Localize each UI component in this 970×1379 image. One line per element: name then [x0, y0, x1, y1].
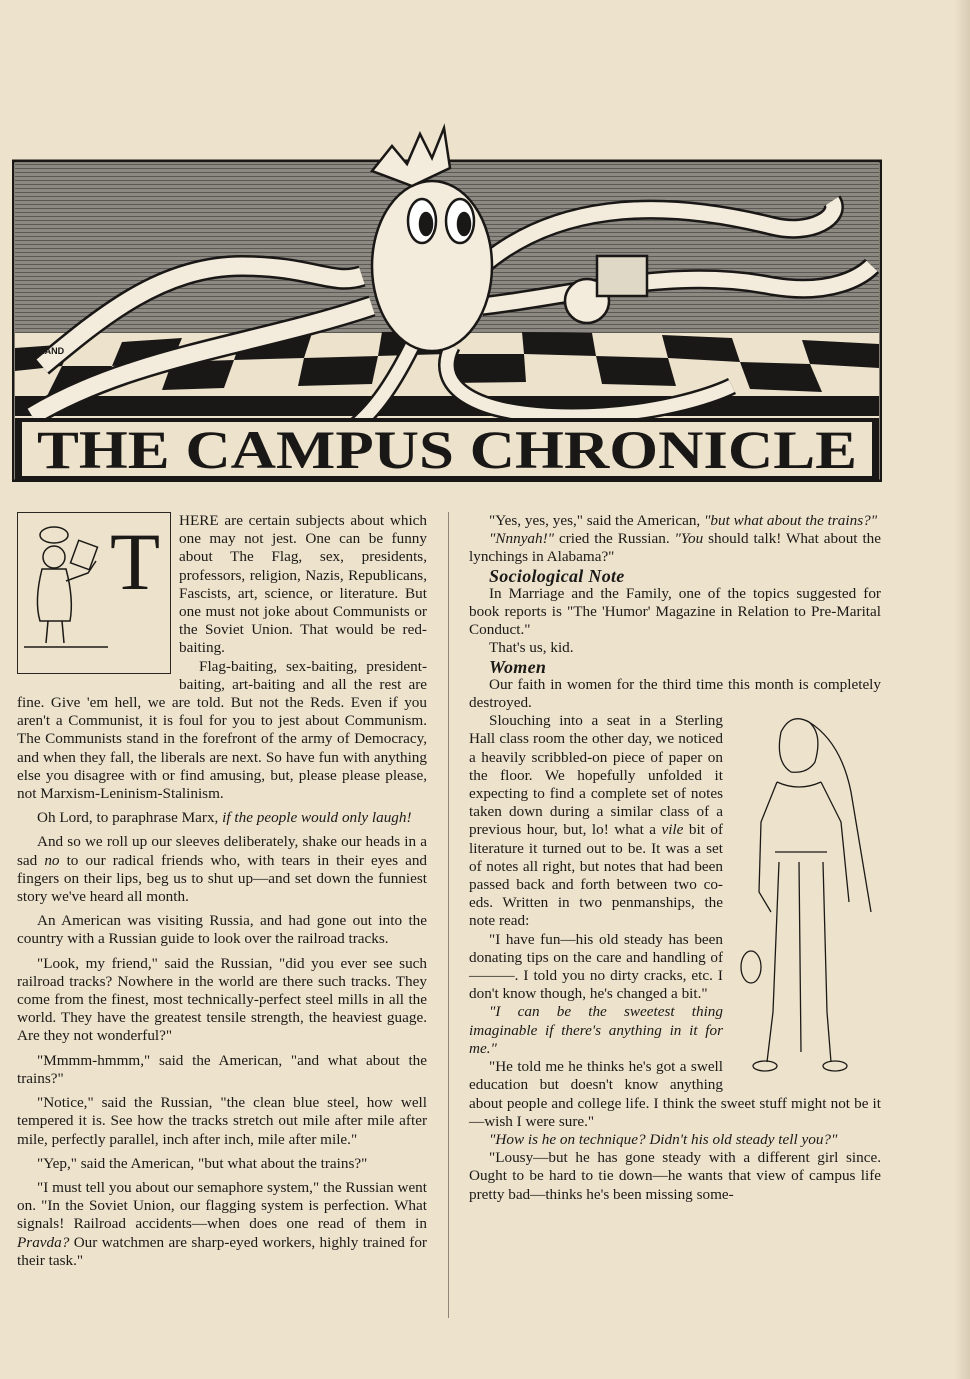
body-paragraph: "Yep," said the American, "but what about the trains?": [37, 1154, 368, 1172]
dropcap-illustration: [17, 512, 171, 674]
page-edge-shadow: [954, 0, 970, 1379]
body-paragraph: Our faith in women for the third time this month is completely destroyed.: [469, 675, 881, 712]
section-heading: Sociological Note: [489, 565, 625, 586]
body-paragraph: "Mmmm-hmmm," said the American, "and what about the trains?": [17, 1051, 427, 1087]
body-paragraph: "Lousy—but he has gone steady with a different girl since. Ought to be hard to tie down—he wants that view of campus life pretty bad—thinks he's been missing some-: [469, 1149, 881, 1203]
body-paragraph: An American was visiting Russia, and had gone out into the country with a Russian guide to look over the railroad tracks.: [17, 912, 427, 948]
body-paragraph: "Look, my friend," said the Russian, "did you ever see such railroad tracks? Nowhere in the world are there such tracks. They come from the finest, most technically-perfect steel mills in all the world. They have the greatest tensile strength, the heaviest guage. Are they not wonderful?": [17, 954, 427, 1045]
body-paragraph: "Yes, yes, yes," said the American, "but what about the trains?": [489, 512, 878, 529]
body-paragraph: "Nnnyah!" cried the Russian. "You should talk! What about the lynchings in Alabama?": [469, 530, 882, 566]
body-paragraph: And so we roll up our sleeves deliberately, shake our heads in a sad no to our radical friends who, with tears in their eyes and fingers on their lips, beg us to shut up—and set down the funniest story we've heard all month.: [17, 833, 428, 906]
body-paragraph: "I can be the sweetest thing imaginable if there's anything in it for me.": [469, 1003, 723, 1057]
man-sketch-illustration: [731, 712, 881, 1082]
body-paragraph: "He told me he thinks he's got a swell education but doesn't know anything about people and college life. I think the sweet stuff might not be it—wish I were sure.": [469, 1058, 881, 1130]
left-column: [17, 512, 427, 1270]
body-paragraph: "I have fun—his old steady has been donating tips on the care and handling of———. I told you no dirty cracks, etc. I don't know though, he's changed a bit.": [469, 930, 723, 1003]
body-paragraph: Flag-baiting, sex-baiting, president-baiting, art-baiting and all the rest are fine. Give 'em hell, we are told. But not the Reds. Even if you aren't a Communist, it is foul for you to jest about Communism. The Communists stand in the forefront of the army of Democracy, and when they fall, the liberals are next. So have fun with anything else you disagree with or find amusing, but, please please please, not Marxism-Leninism-Stalinism.: [17, 657, 427, 803]
banner-title: THE CAMPUS CHRONICLE: [37, 420, 858, 480]
body-paragraph: "Notice," said the Russian, "the clean blue steel, how well tempered it is. See how the tracks stretch out mile after mile after mile, perfectly parallel, inch after inch, mile after mile.": [17, 1094, 427, 1148]
chef-cartoon-icon: [24, 521, 108, 661]
section-heading: Women: [489, 656, 547, 677]
column-divider: [448, 512, 449, 1318]
body-paragraph: "I must tell you about our semaphore system," the Russian went on. "In the Soviet Union, our flagging system is perfection. What signals! Railroad accidents—when does one read of them in Pravda? Our watchmen are sharp-eyed workers, highly trained for their task.": [17, 1178, 427, 1269]
body-paragraph: In Marriage and the Family, one of the topics suggested for book reports is "The 'Humor' Magazine in Relation to Pre-Marital Conduct.": [469, 584, 881, 639]
right-column: [469, 512, 881, 1204]
body-paragraph: That's us, kid.: [489, 639, 574, 657]
body-paragraph: "How is he on technique? Didn't his old steady tell you?": [489, 1130, 838, 1148]
man-in-suit-icon: [731, 712, 881, 1082]
artist-signature: MAYLAND: [20, 346, 65, 356]
campus-chronicle-banner: [12, 116, 882, 482]
intro-paragraph: HERE are certain subjects about which one may not jest. One can be funny about The Flag, sex, presidents, professors, religion, Nazis, Republicans, Fascists, art, science, or literature. But one must not joke about Communists or the Soviet Union. That would be red-baiting.: [179, 512, 427, 657]
dropcap-letter: T: [110, 516, 161, 607]
body-paragraph: Slouching into a seat in a Sterling Hall class room the other day, we noticed a heavily scribbled-on piece of paper on the floor. We hopefully unfolded it expecting to find a complete set of notes taken down during a similar class of a previous hour, but, lo! what a vile bit of literature it turned out to be. It was a set of notes all right, but notes that had been passed back and forth between two co-eds. Written in two penmanships, the note read:: [469, 712, 724, 930]
body-paragraph: Oh Lord, to paraphrase Marx, if the people would only laugh!: [37, 809, 412, 827]
